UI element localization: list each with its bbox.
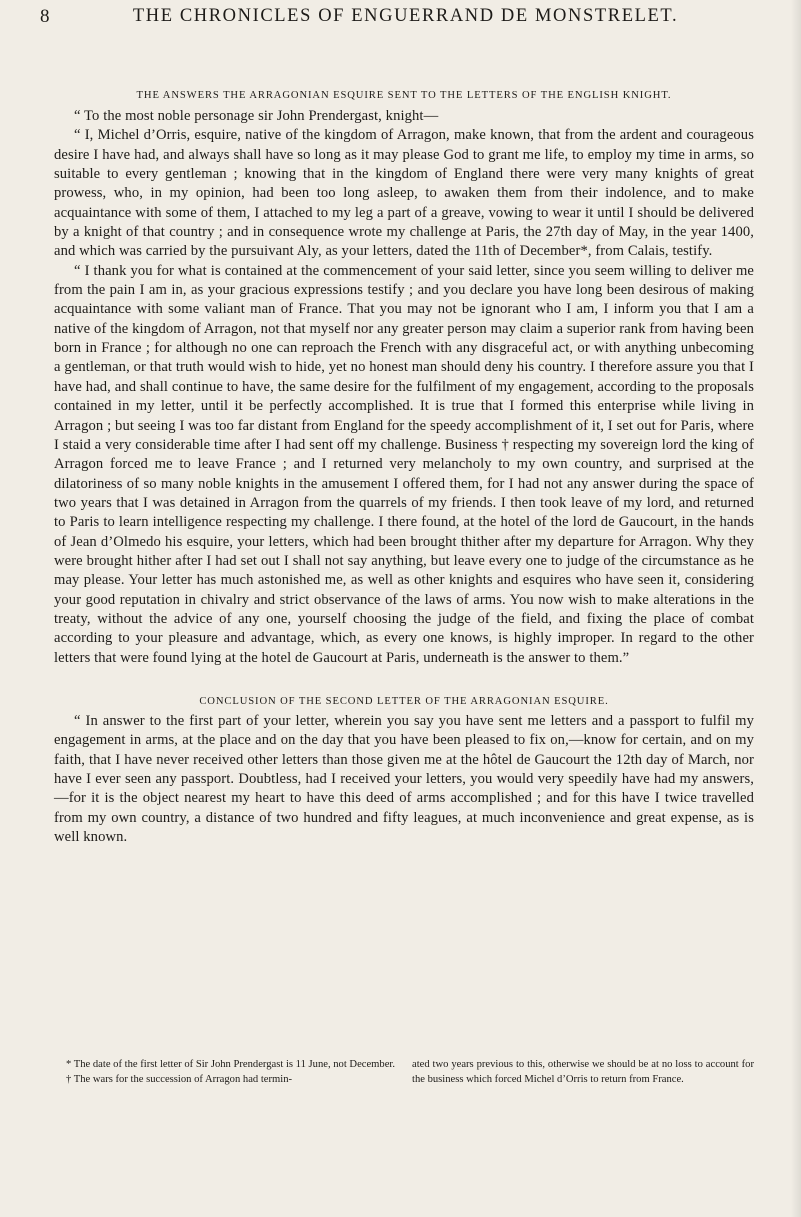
footnote-column-left bbox=[54, 1057, 396, 1087]
paragraph-salutation: “ To the most noble personage sir John Prendergast, knight— bbox=[74, 108, 439, 124]
footnotes bbox=[54, 1057, 754, 1087]
running-title: THE CHRONICLES OF ENGUERRAND DE MONSTRELET. bbox=[132, 6, 679, 26]
footnote: † The wars for the succession of Arragon had termin- bbox=[66, 1074, 293, 1085]
footnote-column-right bbox=[412, 1057, 754, 1087]
footnote: * The date of the first letter of Sir John Prendergast is 11 June, not December. bbox=[66, 1059, 396, 1070]
section-heading: THE ANSWERS THE ARRAGONIAN ESQUIRE SENT TO THE LETTERS OF THE ENGLISH KNIGHT. bbox=[136, 90, 672, 101]
body-text bbox=[54, 88, 754, 847]
paragraph: “ I thank you for what is contained at the commencement of your said letter, since you seem willing to deliver me from the pain I am in, as your gracious expressions testify ; and you declare you have long been desirous of making acquaintance with some valiant man of France. That you may not be ignorant who I am, I inform you that I am a native of the kingdom of Arragon, not that myself nor any greater person may claim a superior rank from having been born in France ; for although no one can reproach the French with any disgraceful act, or with anything unbecoming a gentleman, or that truth would wish to hide, yet no honest man should deny his country. I therefore assure you that I have had, and shall continue to have, the same desire for the fulfilment of my engagement, according to the proposals contained in my letter, until it be perfectly accomplished. It is true that I formed this enterprise while living in Arragon ; but seeing I was too far distant from England for the speedy accomplishment of it, I set out for Paris, where I staid a very considerable time after I had sent off my challenge. Business † respecting my sovereign lord the king of Arragon forced me to leave France ; and I returned very melancholy to my own country, and surprised at the dilatoriness of so many noble knights in the amusement I offered them, for I had not any answer during the space of two years that I was detained in Arragon from the quarrels of my friends. I then took leave of my lord, and returned to Paris to learn intelligence respecting my challenge. I there found, at the hotel of the lord de Gaucourt, in the hands of Jean d’Olmedo his esquire, your letters, which had been brought thither after my departure for Arragon. Why they were brought hither after I had set out I shall not say anything, but leave every one to judge of the circumstance as he may please. Your letter has much astonished me, as well as other knights and esquires who have seen it, considering your good reputation in chivalry and strict observance of the laws of arms. You now wish to make alterations in the treaty, without the advice of any one, yourself choosing the judge of the field, and fixing the place of combat according to your pleasure and advantage, which, as every one knows, is highly improper. In regard to the other letters that were found lying at the hotel de Gaucourt at Paris, underneath is the answer to them.” bbox=[54, 262, 754, 666]
footnote-continuation: ated two years previous to this, otherwise we should be at no loss to account for the business which forced Michel d’Orris to return from France. bbox=[412, 1059, 754, 1085]
paragraph: “ I, Michel d’Orris, esquire, native of the kingdom of Arragon, make known, that from the ardent and courageous desire I have had, and always shall have so long as it may please God to grant me life, to employ my time in arms, so suitable to every gentleman ; knowing that in the kingdom of England there were very many knights of great prowess, who, in my opinion, had been too long asleep, to awaken them from their indolence, and to make acquaintance with some of them, I attached to my leg a part of a greave, vowing to wear it until I should be delivered by a knight of that country ; and in consequence wrote my challenge at Paris, the 27th day of May, in the year 1400, and which was carried by the pursuivant Aly, as your letters, dated the 11th of December*, from Calais, testify. bbox=[54, 127, 754, 260]
page-edge-shadow bbox=[791, 0, 801, 1217]
running-head bbox=[40, 6, 771, 32]
paragraph: “ In answer to the first part of your letter, wherein you say you have sent me letters and a passport to fulfil my engagement in arms, at the place and on the day that you have been pleased to fix on,—know for certain, and on my faith, that I have never received other letters than those given me at the hôtel de Gaucourt the 12th day of March, nor have I ever seen any passport. Doubtless, had I received your letters, you would very speedily have had my answers,—for it is the object nearest my heart to have this deed of arms accomplished ; and for this have I twice travelled from my own country, a distance of two hundred and fifty leagues, at much inconvenience and great expense, as is well known. bbox=[54, 712, 754, 846]
page-number: 8 bbox=[40, 6, 51, 27]
section-heading: CONCLUSION OF THE SECOND LETTER OF THE ARRAGONIAN ESQUIRE. bbox=[199, 695, 609, 707]
